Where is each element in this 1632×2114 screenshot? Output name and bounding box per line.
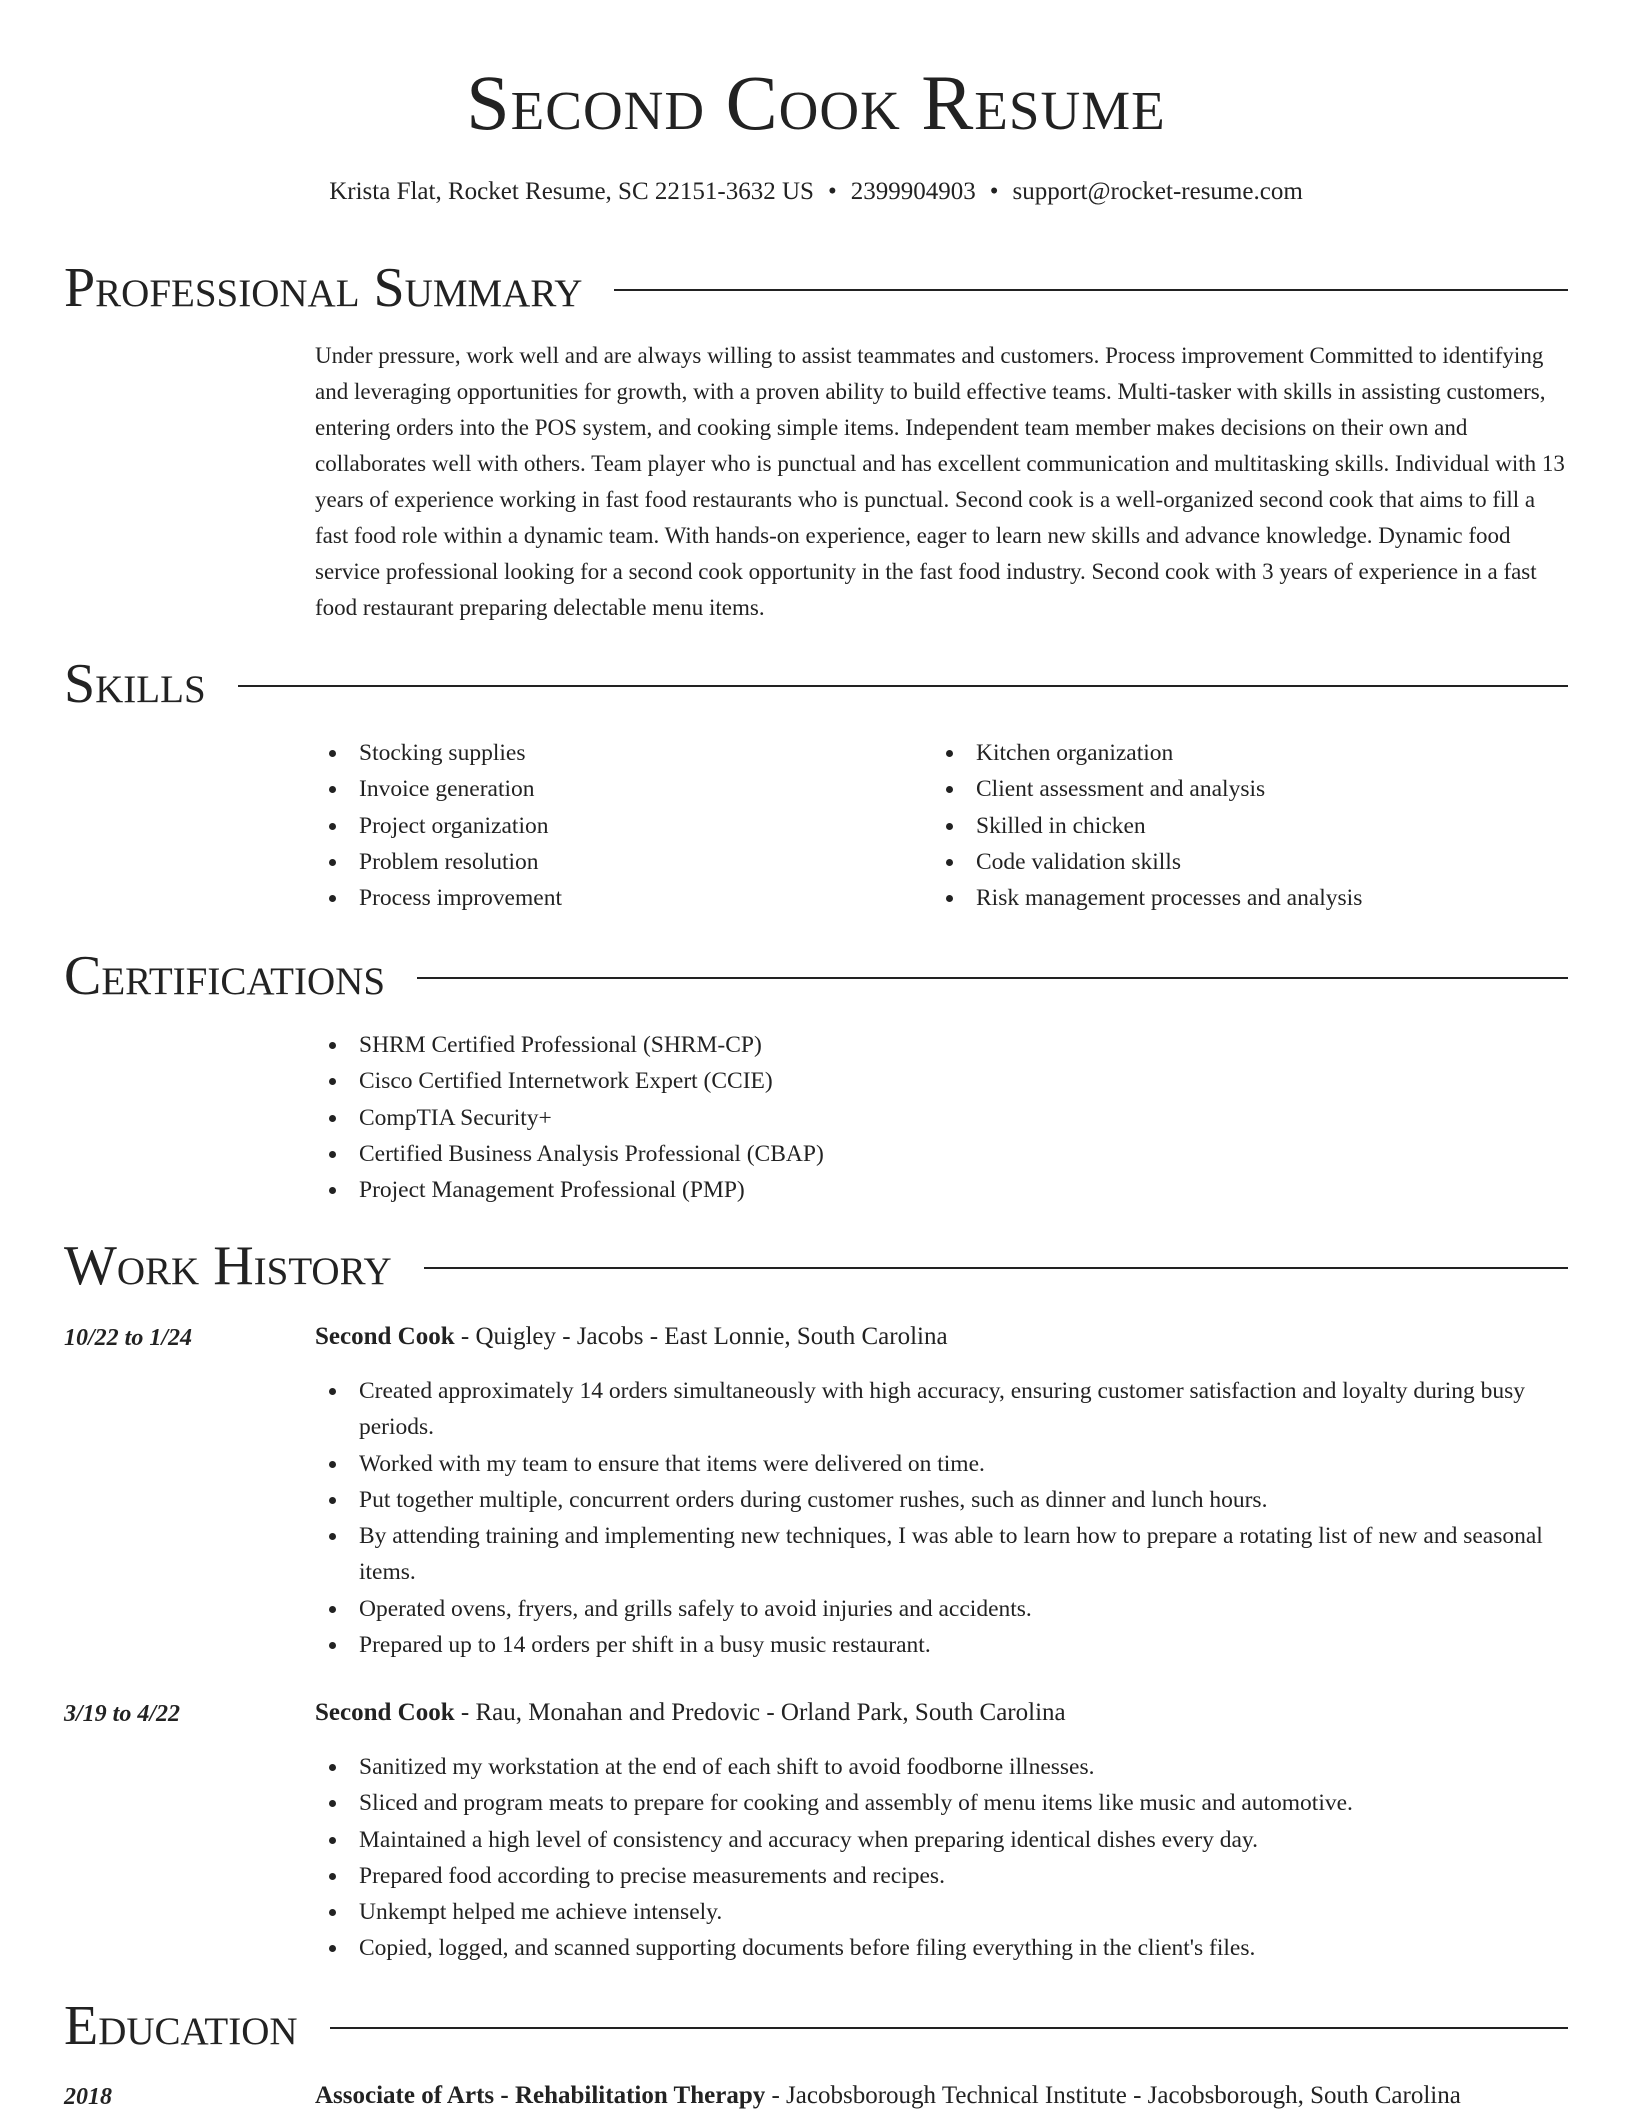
job-heading [315,1696,1066,1730]
job-duty-item: Operated ovens, fryers, and grills safely to avoid injuries and accidents. [315,1591,1571,1627]
contact-line [0,176,1632,208]
certification-item: SHRM Certified Professional (SHRM-CP) [315,1027,1571,1063]
skill-item: Client assessment and analysis [932,771,1572,807]
summary-text: Under pressure, work well and are always willing to assist teammates and customers. Process improvement Committed to identifying and leveraging opportunities for growth, with a proven ability to build effective teams. Multi-tasker with skills in assisting customers, entering orders into the POS system, and cooking simple items. Independent team member makes decisions on their own and collaborates well with others. Team player who is punctual and has excellent communication and multitasking skills. Individual with 13 years of experience working in fast food restaurants who is punctual. Second cook is a well-organized second cook that aims to fill a fast food role within a dynamic team. With hands-on experience, eager to learn new skills and advance knowledge. Dynamic food service professional looking for a second cook opportunity in the fast food industry. Second cook with 3 years of experience in a fast food restaurant preparing delectable menu items. [315,343,1565,620]
job-duty-item: Sanitized my workstation at the end of each shift to avoid foodborne illnesses. [315,1749,1571,1785]
skill-item: Skilled in chicken [932,808,1572,844]
job-role: Second Cook [315,1699,455,1726]
section-divider [238,685,1568,687]
job-duty-item: Put together multiple, concurrent orders during customer rushes, such as dinner and lunch hours. [315,1482,1571,1518]
education-degree: Associate of Arts - Rehabilitation Therapy [315,2082,766,2109]
contact-address: Krista Flat, Rocket Resume, SC 22151-3632 US [329,178,814,205]
skill-item: Problem resolution [315,844,915,880]
job-duty-item: Unkempt helped me achieve intensely. [315,1894,1571,1930]
skill-item: Risk management processes and analysis [932,880,1572,916]
job-duty-item: Copied, logged, and scanned supporting documents before filing everything in the client's files. [315,1930,1571,1966]
contact-separator: • [827,178,837,205]
job-heading [315,1320,948,1354]
skill-item: Stocking supplies [315,735,915,771]
job-dates: 10/22 to 1/24 [64,1325,193,1351]
contact-email: support@rocket-resume.com [1012,178,1303,205]
education-heading [315,2079,1461,2113]
job-duty-item: Worked with my team to ensure that items were delivered on time. [315,1446,1571,1482]
section-divider [417,977,1568,979]
contact-separator: • [989,178,999,205]
section-header-work-history [64,1234,1568,1298]
job-employer-location: - Quigley - Jacobs - East Lonnie, South Carolina [454,1323,948,1350]
section-title-skills: Skills [64,653,206,715]
certification-item: CompTIA Security+ [315,1100,1571,1136]
section-title-work-history: Work History [64,1235,392,1297]
job-duty-item: Sliced and program meats to prepare for cooking and assembly of menu items like music and automotive. [315,1785,1571,1821]
certification-item: Cisco Certified Internetwork Expert (CCIE) [315,1063,1571,1099]
section-title-summary: Professional Summary [64,257,583,319]
education-year: 2018 [64,2084,112,2110]
job-duty-item: Prepared food according to precise measurements and recipes. [315,1858,1571,1894]
skill-item: Kitchen organization [932,735,1572,771]
job-duties-list [315,1749,1571,1967]
section-divider [330,2027,1568,2029]
job-dates: 3/19 to 4/22 [64,1701,181,1727]
job-duty-item: Maintained a high level of consistency and accuracy when preparing identical dishes every day. [315,1822,1571,1858]
section-title-education: Education [64,1995,298,2057]
certifications-list [315,1027,1571,1208]
job-employer-location: - Rau, Monahan and Predovic - Orland Park, South Carolina [454,1699,1066,1726]
skill-item: Project organization [315,808,915,844]
certification-item: Project Management Professional (PMP) [315,1172,1571,1208]
job-duty-item: Created approximately 14 orders simultaneously with high accuracy, ensuring customer satisfaction and loyalty during busy periods. [315,1373,1571,1446]
section-title-certifications: Certifications [64,945,386,1007]
section-header-summary [64,256,1568,320]
skill-item: Process improvement [315,880,915,916]
skills-list-right [932,735,1572,916]
section-divider [614,289,1568,291]
skills-list-left [315,735,915,916]
job-duties-list [315,1373,1571,1663]
certification-item: Certified Business Analysis Professional (CBAP) [315,1136,1571,1172]
job-role: Second Cook [315,1323,455,1350]
section-divider [424,1267,1568,1269]
section-header-skills [64,652,1568,716]
job-duty-item: By attending training and implementing new techniques, I was able to learn how to prepare a rotating list of new and seasonal items. [315,1518,1571,1591]
skill-item: Invoice generation [315,771,915,807]
job-duty-item: Prepared up to 14 orders per shift in a busy music restaurant. [315,1627,1571,1663]
section-header-education [64,1994,1568,2058]
contact-phone: 2399904903 [850,178,976,205]
education-school-location: - Jacobsborough Technical Institute - Jacobsborough, South Carolina [765,2082,1461,2109]
skill-item: Code validation skills [932,844,1572,880]
section-header-certifications [64,944,1568,1008]
resume-title: Second Cook Resume [466,59,1166,146]
